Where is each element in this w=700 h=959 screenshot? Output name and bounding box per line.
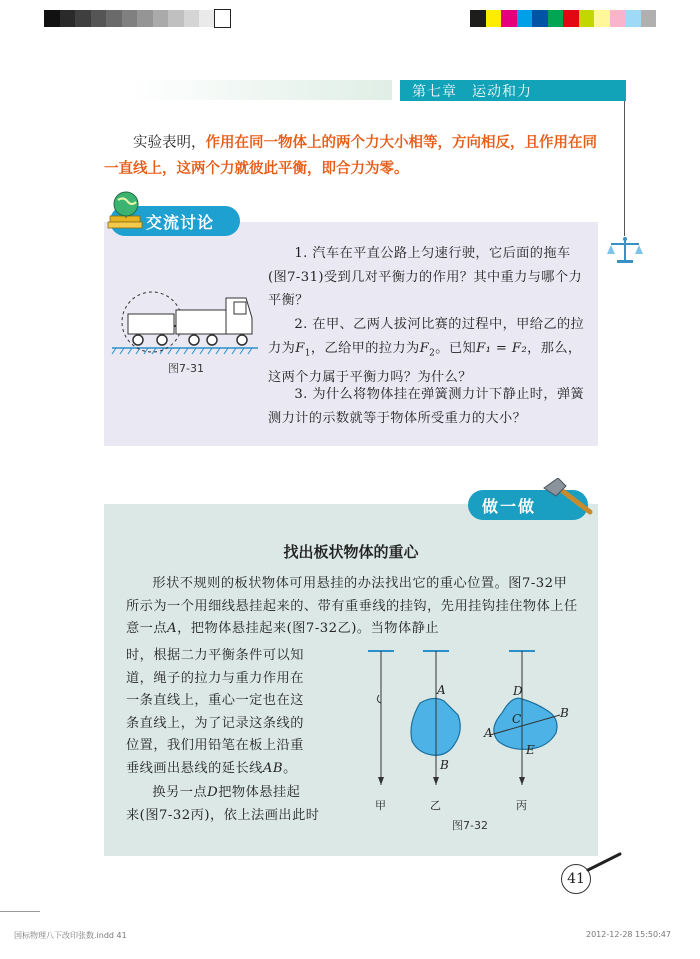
para3-line-1 [126, 782, 342, 805]
q2-f2-sub: 2 [429, 348, 436, 359]
calibration-swatch [137, 10, 153, 27]
calibration-swatch [610, 10, 626, 27]
intro-highlight: 作用在同一物体上的两个力大小相等，方向相反，且作用在同一直线上，这两个力就彼此平衡，即合力为零。 [104, 135, 597, 177]
footer-file: 国标物理八下改印张数.indd 41 [14, 931, 127, 940]
label-bing: 丙 [516, 799, 527, 812]
calibration-swatch [60, 10, 76, 27]
magnifier-icon [586, 850, 626, 874]
calibration-swatch [517, 10, 533, 27]
truck-trailer-figure [110, 290, 260, 360]
calibration-swatch [75, 10, 91, 27]
activity-paragraph-1 [126, 573, 578, 641]
intro-paragraph [104, 130, 604, 182]
hammer-icon [542, 478, 598, 516]
hook-jia [368, 651, 394, 785]
label-e: E [526, 743, 535, 757]
para2-ab: AB [262, 760, 284, 776]
calibration-swatch [641, 10, 657, 27]
q2-part-d: ，那么，这两个力属于平衡力吗？为什么？ [268, 340, 582, 385]
intro-prefix: 实验表明， [133, 135, 206, 151]
calibration-swatch [532, 10, 548, 27]
q2-part-c: 。已知 [435, 340, 477, 356]
figure-7-32-caption: 图7-32 [452, 819, 488, 832]
header-gradient [130, 80, 392, 100]
activity-paragraph-3 [126, 782, 342, 827]
plate-bing [490, 651, 560, 785]
calibration-swatch [106, 10, 122, 27]
label-a-bing: A [484, 726, 493, 740]
label-b-bing: B [560, 706, 569, 720]
figure-7-32 [360, 645, 590, 815]
label-c: C [512, 712, 522, 726]
para3-d: D [207, 785, 219, 800]
q2-f1-sub: 1 [304, 348, 311, 359]
calibration-swatch [215, 10, 231, 27]
para1-end: ，把物体悬挂起来(图7-32乙)。当物体静止 [177, 621, 440, 637]
calibration-swatch [168, 10, 184, 27]
chapter-header [400, 80, 626, 101]
q2-f1: F [295, 340, 305, 356]
globe-books-icon [106, 188, 146, 232]
para2-line: 条直线上，为了记录这条线的 [126, 715, 304, 731]
para3-a: 换另一点 [152, 785, 208, 800]
para1-text: 形状不规则的板状物体可用悬挂的办法找出它的重心位置。图7-32甲所示为一个用细线悬挂起来的、带有重垂线的挂钩，先用挂钩挂住物体上任意一点 [126, 576, 578, 637]
calibration-swatch [579, 10, 595, 27]
para2-line: 道，绳子的拉力与重力作用在 [126, 670, 304, 686]
calibration-swatch [184, 10, 200, 27]
calibration-swatch [153, 10, 169, 27]
label-d: D [513, 684, 523, 698]
para1-point-a: A [167, 621, 178, 637]
label-yi: 乙 [430, 799, 441, 812]
para2-last-text: 垂线画出悬线的延长线 [126, 760, 263, 776]
discussion-badge-label: 交流讨论 [146, 213, 215, 232]
para2-line: 一条直线上，重心一定也在这 [126, 693, 304, 709]
calibration-swatch [91, 10, 107, 27]
calibration-swatch [199, 10, 215, 27]
activity-title: 找出板状物体的重心 [283, 543, 419, 561]
activity-badge-label: 做一做 [482, 497, 537, 516]
footer-timestamp: 2012-12-28 15:50:47 [586, 930, 671, 939]
q2-part-a: 2. 在甲、乙两人拔河比赛的过程中，甲给乙的拉力为 [268, 317, 585, 356]
calibration-swatch [486, 10, 502, 27]
balance-scale-icon [605, 236, 645, 266]
calibration-swatch [122, 10, 138, 27]
para2-line: 时，根据二力平衡条件可以知 [126, 648, 304, 663]
activity-paragraph-2 [126, 645, 342, 781]
margin-rule [624, 101, 625, 236]
para2-last-line [126, 758, 342, 781]
label-jia: 甲 [375, 799, 386, 812]
question-3: 3. 为什么将物体挂在弹簧测力计下静止时，弹簧测力计的示数就等于物体所受重力的大小？ [268, 387, 585, 426]
calibration-swatch [548, 10, 564, 27]
para3-b: 把物体悬挂起 [218, 785, 301, 800]
calibration-swatch [594, 10, 610, 27]
question-1: 1. 汽车在平直公路上匀速行驶，它后面的拖车(图7-31)受到几对平衡力的作用？其中重力与哪个力平衡？ [268, 246, 583, 308]
crop-mark [0, 911, 40, 912]
label-b-yi: B [440, 758, 449, 772]
question-2 [268, 313, 586, 389]
label-a-yi: A [437, 683, 446, 697]
para3-line-2: 来(图7-32丙)，依上法画出此时 [126, 807, 320, 823]
calibration-swatch [563, 10, 579, 27]
plate-yi [411, 651, 460, 785]
calibration-swatch [625, 10, 641, 27]
para2-line: 位置，我们用铅笔在板上沿重 [126, 738, 304, 754]
calibration-swatch [44, 10, 60, 27]
figure-7-31-caption: 图7-31 [168, 362, 204, 375]
q2-part-b: ，乙给甲的拉力为 [310, 340, 420, 356]
q2-equation: F₁ = F₂ [476, 340, 528, 356]
chapter-title: 第七章 运动和力 [412, 84, 532, 100]
page-number: 41 [561, 864, 591, 894]
para2-end: 。 [283, 760, 297, 776]
q2-f2: F [419, 340, 430, 356]
calibration-swatch [470, 10, 486, 27]
calibration-swatch [501, 10, 517, 27]
